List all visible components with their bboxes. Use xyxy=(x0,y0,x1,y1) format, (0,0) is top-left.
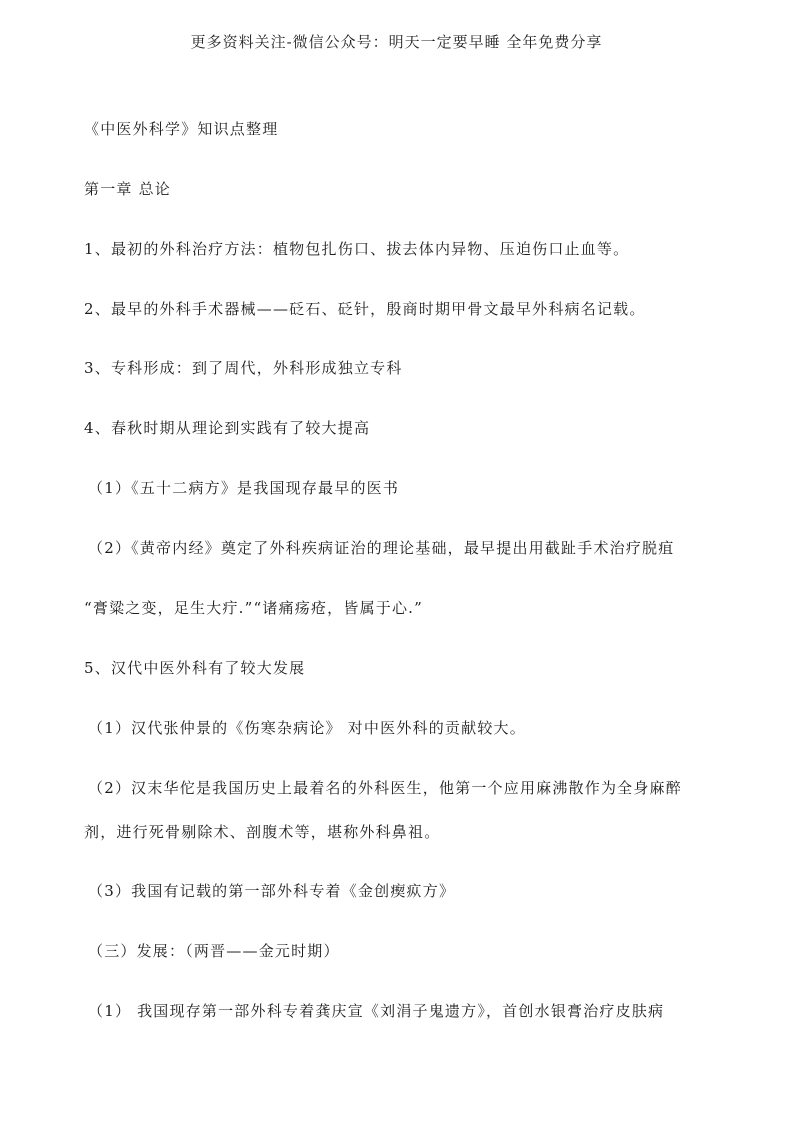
paragraph-line: 剂，进行死骨剔除术、剖腹术等，堪称外科鼻祖。 xyxy=(84,823,441,841)
paragraph-line: 1、最初的外科治疗方法：植物包扎伤口、拔去体内异物、压迫伤口止血等。 xyxy=(84,240,630,258)
paragraph-line: “膏粱之变，足生大疔.”“诸痛疡疮，皆属于心.” xyxy=(84,599,424,617)
paragraph-line: （2）《黄帝内经》奠定了外科疾病证治的理论基础，最早提出用截趾手术治疗脱疽 xyxy=(88,539,675,557)
page-header-banner: 更多资料关注-微信公众号：明天一定要早睡 全年免费分享 xyxy=(190,33,603,51)
paragraph-line: （1）《五十二病方》是我国现存最早的医书 xyxy=(88,479,400,497)
paragraph-line: （3）我国有记载的第一部外科专着《金创瘈疭方》 xyxy=(88,882,456,900)
paragraph-line: 3、专科形成：到了周代，外科形成独立专科 xyxy=(84,359,403,377)
paragraph-line: （1）汉代张仲景的《伤寒杂病论》 对中医外科的贡献较大。 xyxy=(88,719,526,737)
paragraph-line: （2）汉末华佗是我国历史上最着名的外科医生，他第一个应用麻沸散作为全身麻醉 xyxy=(88,779,682,797)
paragraph-line: （1） 我国现存第一部外科专着龚庆宣《刘涓子鬼遗方》，首创水银膏治疗皮肤病 xyxy=(88,1002,665,1020)
document-title: 《中医外科学》知识点整理 xyxy=(84,120,279,138)
paragraph-line: 5、汉代中医外科有了较大发展 xyxy=(84,659,306,677)
chapter-heading: 第一章 总论 xyxy=(84,180,171,198)
paragraph-line: （三）发展：（两晋——金元时期） xyxy=(88,942,340,960)
paragraph-line: 4、春秋时期从理论到实践有了较大提高 xyxy=(84,419,371,437)
paragraph-line: 2、最早的外科手术器械——砭石、砭针，殷商时期甲骨文最早外科病名记载。 xyxy=(84,300,646,318)
